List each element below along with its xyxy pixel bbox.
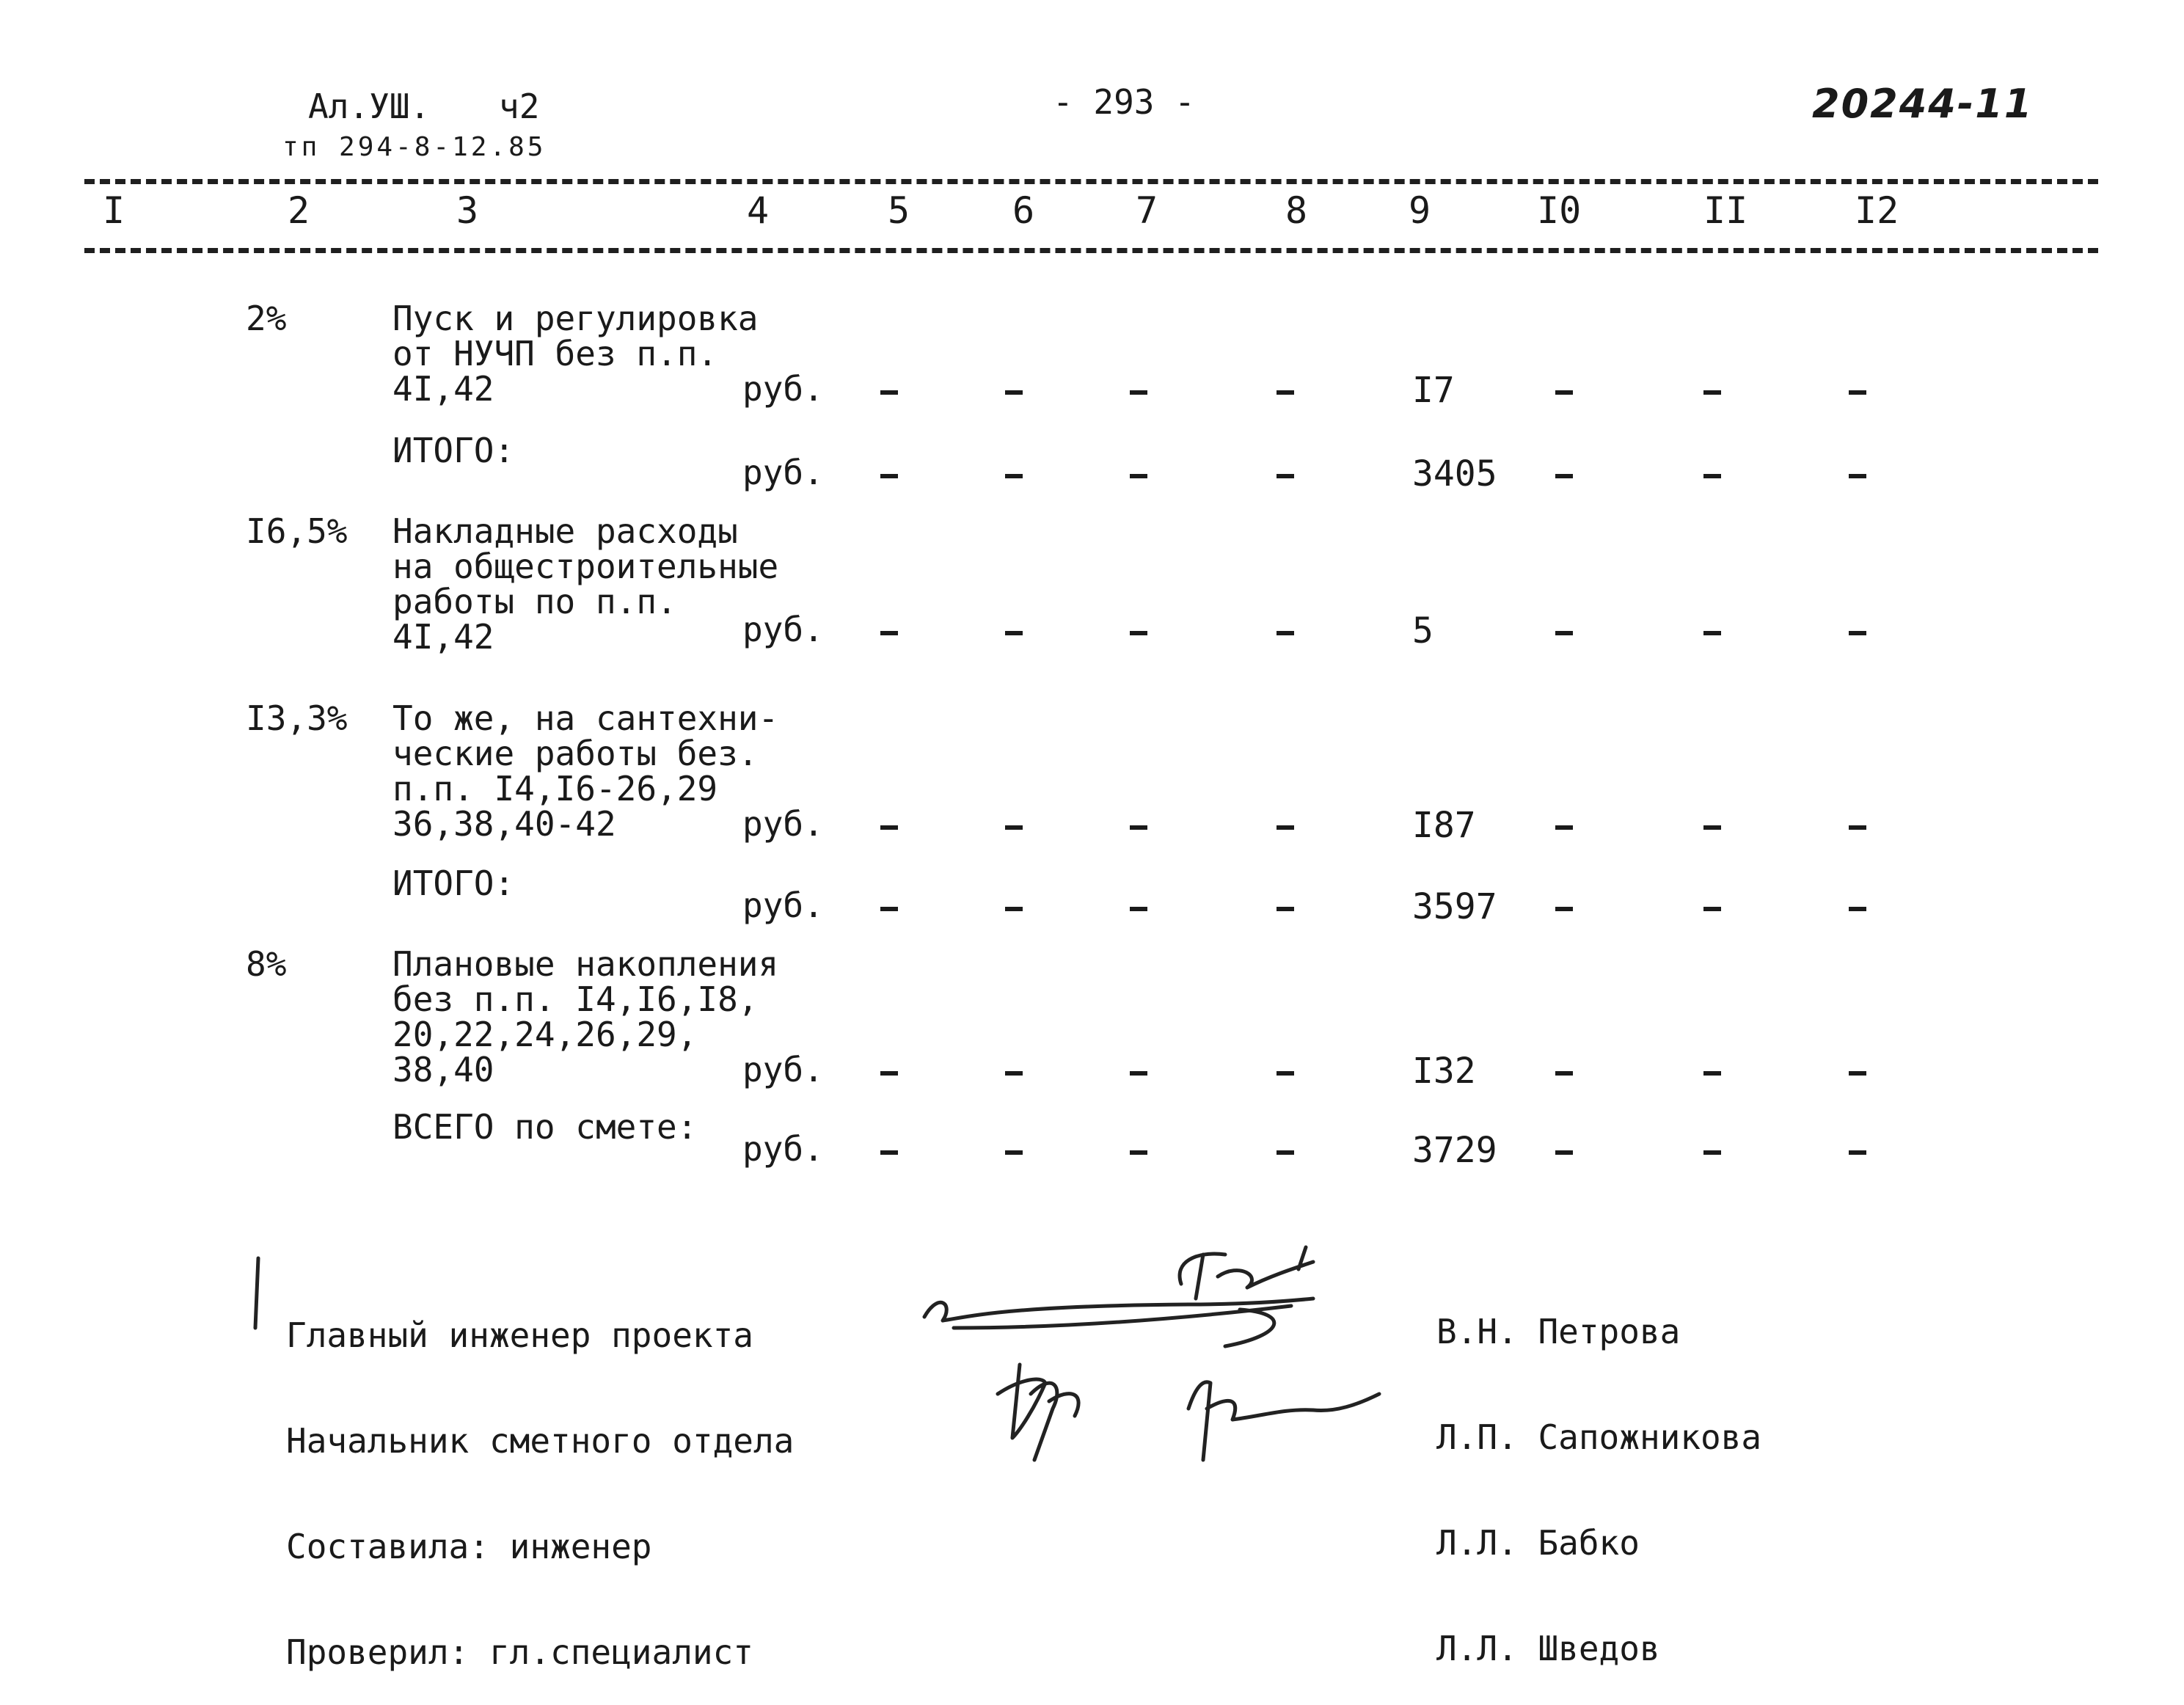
- column-number: I0: [1537, 189, 1582, 232]
- column-number: 9: [1409, 189, 1431, 232]
- unit-cell: руб.: [742, 1050, 824, 1089]
- unit-cell: руб.: [742, 369, 824, 409]
- signature-names: [1436, 1244, 1761, 1701]
- column-number: 8: [1285, 189, 1308, 232]
- description-cell: То же, на сантехни- ческие работы без. п.п. I4,I6-26,29 36,38,40-42: [392, 698, 779, 844]
- rate-cell: 2%: [246, 299, 287, 338]
- empty-cell-dash: [1703, 1071, 1721, 1076]
- column-number: 7: [1136, 189, 1158, 232]
- amount-cell: I32: [1412, 1051, 1476, 1092]
- empty-cell-dash: [1130, 390, 1147, 395]
- empty-cell-dash: [1130, 631, 1147, 635]
- empty-cell-dash: [880, 390, 898, 395]
- empty-cell-dash: [1555, 1150, 1573, 1155]
- empty-cell-dash: [1703, 907, 1721, 911]
- amount-cell: 3729: [1412, 1130, 1497, 1171]
- name-checked-by: Л.Л. Шведов: [1436, 1629, 1660, 1668]
- unit-cell: руб.: [742, 610, 824, 649]
- description-cell: Плановые накопления без п.п. I4,I6,I8, 20,22,24,26,29, 38,40: [392, 944, 779, 1089]
- description-cell: Накладные расходы на общестроительные работы по п.п. 4I,42: [392, 511, 779, 657]
- empty-cell-dash: [1130, 1071, 1147, 1076]
- empty-cell-dash: [1849, 390, 1866, 395]
- empty-cell-dash: [1703, 631, 1721, 635]
- column-number: I: [103, 189, 125, 232]
- empty-cell-dash: [1849, 1071, 1866, 1076]
- empty-cell-dash: [1555, 825, 1573, 830]
- role-chief-engineer: Главный инженер проекта: [286, 1315, 753, 1355]
- document-number: 20244-11: [1812, 81, 2034, 127]
- album-series: Ал.УШ.: [308, 87, 431, 126]
- empty-cell-dash: [880, 1150, 898, 1155]
- description-cell: ИТОГО:: [392, 864, 515, 903]
- project-code: тп 294-8-12.85: [282, 132, 547, 162]
- empty-cell-dash: [1555, 474, 1573, 478]
- empty-cell-dash: [1703, 825, 1721, 830]
- empty-cell-dash: [1130, 1150, 1147, 1155]
- empty-cell-dash: [1005, 1150, 1023, 1155]
- empty-cell-dash: [1005, 631, 1023, 635]
- empty-cell-dash: [1130, 474, 1147, 478]
- empty-cell-dash: [1703, 1150, 1721, 1155]
- role-head-estimates: Начальник сметного отдела: [286, 1421, 795, 1461]
- column-number: 5: [888, 189, 910, 232]
- empty-cell-dash: [1277, 1071, 1294, 1076]
- empty-cell-dash: [1555, 390, 1573, 395]
- amount-cell: 3597: [1412, 886, 1497, 927]
- empty-cell-dash: [1703, 474, 1721, 478]
- unit-cell: руб.: [742, 453, 824, 492]
- amount-cell: 5: [1412, 610, 1434, 651]
- table-top-rule: [84, 179, 2098, 184]
- role-compiled-by: Составила: инженер: [286, 1527, 652, 1566]
- empty-cell-dash: [1005, 1071, 1023, 1076]
- handwritten-signatures: [249, 1218, 1423, 1482]
- role-checked-by: Проверил: гл.специалист: [286, 1632, 753, 1672]
- empty-cell-dash: [1005, 390, 1023, 395]
- empty-cell-dash: [1005, 825, 1023, 830]
- empty-cell-dash: [1277, 825, 1294, 830]
- empty-cell-dash: [1005, 474, 1023, 478]
- empty-cell-dash: [880, 825, 898, 830]
- unit-cell: руб.: [742, 886, 824, 925]
- amount-cell: I87: [1412, 805, 1476, 846]
- empty-cell-dash: [1277, 631, 1294, 635]
- column-number: 2: [288, 189, 310, 232]
- column-number: 4: [747, 189, 770, 232]
- empty-cell-dash: [1555, 631, 1573, 635]
- empty-cell-dash: [1555, 1071, 1573, 1076]
- empty-cell-dash: [1130, 907, 1147, 911]
- empty-cell-dash: [1277, 474, 1294, 478]
- description-cell: ИТОГО:: [392, 431, 515, 470]
- empty-cell-dash: [1005, 907, 1023, 911]
- empty-cell-dash: [1849, 631, 1866, 635]
- page-number: - 293 -: [1053, 82, 1195, 122]
- amount-cell: 3405: [1412, 453, 1497, 494]
- empty-cell-dash: [880, 474, 898, 478]
- empty-cell-dash: [1849, 907, 1866, 911]
- empty-cell-dash: [880, 907, 898, 911]
- empty-cell-dash: [1555, 907, 1573, 911]
- table-header-rule: [84, 248, 2098, 253]
- empty-cell-dash: [1849, 474, 1866, 478]
- rate-cell: I6,5%: [246, 511, 348, 551]
- empty-cell-dash: [1849, 825, 1866, 830]
- description-cell: Пуск и регулировка от НУЧП без п.п. 4I,42: [392, 299, 759, 409]
- column-number: 3: [456, 189, 479, 232]
- column-number: I2: [1855, 189, 1899, 232]
- empty-cell-dash: [1277, 1150, 1294, 1155]
- name-chief-engineer: В.Н. Петрова: [1436, 1312, 1681, 1351]
- description-cell: ВСЕГО по смете:: [392, 1107, 698, 1147]
- column-number: 6: [1012, 189, 1035, 232]
- unit-cell: руб.: [742, 804, 824, 844]
- empty-cell-dash: [1703, 390, 1721, 395]
- empty-cell-dash: [1277, 390, 1294, 395]
- rate-cell: 8%: [246, 944, 287, 984]
- name-compiled-by: Л.Л. Бабко: [1436, 1523, 1640, 1563]
- empty-cell-dash: [880, 631, 898, 635]
- empty-cell-dash: [880, 1071, 898, 1076]
- rate-cell: I3,3%: [246, 698, 348, 738]
- unit-cell: руб.: [742, 1129, 824, 1169]
- empty-cell-dash: [1277, 907, 1294, 911]
- album-part: ч2: [499, 87, 540, 126]
- empty-cell-dash: [1849, 1150, 1866, 1155]
- amount-cell: I7: [1412, 370, 1455, 411]
- column-number: II: [1703, 189, 1748, 232]
- empty-cell-dash: [1130, 825, 1147, 830]
- name-head-estimates: Л.П. Сапожникова: [1436, 1417, 1762, 1457]
